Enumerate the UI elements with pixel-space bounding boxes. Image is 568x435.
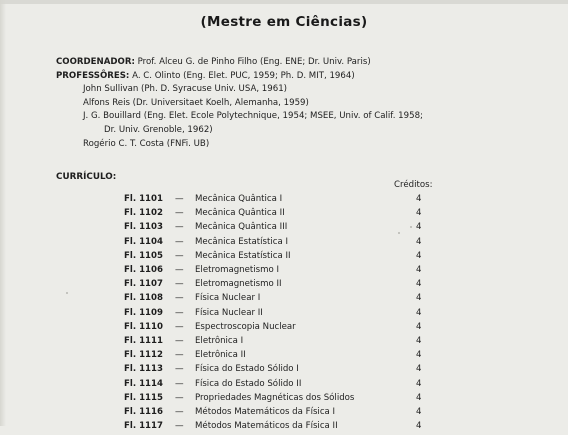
course-name: Mecânica Quântica II <box>195 208 285 219</box>
course-name: Eletrônica II <box>195 350 246 361</box>
page-top-edge <box>0 0 568 4</box>
course-code: Fl. 1113 <box>124 364 163 375</box>
course-name: Mecânica Estatística II <box>195 250 291 261</box>
course-code: Fl. 1104 <box>124 236 163 247</box>
professor-row: J. G. Bouillard (Eng. Elet. Ecole Polytechnique, 1954; MSEE, Univ. of Calif. 1958; <box>83 111 423 122</box>
course-name: Eletrônica I <box>195 336 244 346</box>
course-dash: — <box>175 321 184 332</box>
course-dash: — <box>175 407 184 417</box>
course-dash: — <box>175 279 184 290</box>
course-credits: 4 <box>416 321 422 332</box>
course-dash: — <box>175 236 184 247</box>
course-credits: 4 <box>416 364 422 375</box>
course-code: Fl. 1108 <box>124 293 163 304</box>
course-name: Eletromagnetismo I <box>195 265 280 275</box>
course-name: Física Nuclear II <box>195 307 263 318</box>
course-name: Física do Estado Sólido I <box>195 364 299 375</box>
course-code: Fl. 1112 <box>124 350 163 361</box>
course-row <box>0 421 568 435</box>
course-row <box>0 222 568 236</box>
coordinator-label: COORDENADOR: <box>56 57 135 67</box>
course-credits: 4 <box>416 250 422 261</box>
course-dash: — <box>175 307 184 318</box>
professor-row: Rogério C. T. Costa (FNFi. UB) <box>83 138 210 149</box>
paper-speck <box>66 292 68 294</box>
course-row <box>0 208 568 222</box>
course-code: Fl. 1101 <box>124 194 163 204</box>
course-row <box>0 265 568 279</box>
course-credits: 4 <box>416 265 422 275</box>
coordinator-name: Prof. Alceu G. de Pinho Filho (Eng. ENE; Dr. Univ. Paris) <box>137 57 371 67</box>
course-name: Física do Estado Sólido II <box>195 378 302 389</box>
course-credits: 4 <box>416 236 422 247</box>
course-dash: — <box>175 350 184 361</box>
course-dash: — <box>175 364 184 375</box>
course-row <box>0 379 568 393</box>
course-row <box>0 336 568 350</box>
page-heading: (Mestre em Ciências) <box>200 14 368 30</box>
course-dash: — <box>175 208 184 219</box>
course-credits: 4 <box>416 307 422 318</box>
credits-header: Créditos: <box>394 180 433 190</box>
course-name: Eletromagnetismo II <box>195 279 282 290</box>
course-dash: — <box>175 222 184 233</box>
course-code: Fl. 1114 <box>124 378 163 389</box>
course-credits: 4 <box>416 208 422 219</box>
course-dash: — <box>175 265 184 275</box>
course-credits: 4 <box>416 378 422 389</box>
course-row <box>0 350 568 364</box>
course-code: Fl. 1107 <box>124 279 163 290</box>
course-dash: — <box>175 378 184 389</box>
professors-label: PROFESSÔRES: <box>56 70 130 81</box>
course-name: Espectroscopia Nuclear <box>195 321 296 332</box>
course-name: Mecânica Quântica I <box>195 194 283 204</box>
course-code: Fl. 1110 <box>124 321 163 332</box>
course-code: Fl. 1115 <box>124 392 163 403</box>
coordinator-row <box>56 56 423 70</box>
course-code: Fl. 1109 <box>124 307 163 318</box>
course-credits: 4 <box>416 421 422 432</box>
professor-row: Alfons Reis (Dr. Universitaet Koelh, Alemanha, 1959) <box>83 97 309 108</box>
course-credits: 4 <box>416 279 422 290</box>
course-code: Fl. 1116 <box>124 407 163 417</box>
course-dash: — <box>175 336 184 346</box>
course-dash: — <box>175 421 184 432</box>
course-name: Propriedades Magnéticas dos Sólidos <box>195 392 355 403</box>
course-code: Fl. 1111 <box>124 336 163 346</box>
course-credits: 4 <box>416 407 422 417</box>
professor-row-continuation: Dr. Univ. Grenoble, 1962) <box>104 124 213 135</box>
professor-name: A. C. Olinto (Eng. Elet. PUC, 1959; Ph. D. MIT, 1964) <box>132 70 355 81</box>
course-name: Física Nuclear I <box>195 293 261 304</box>
course-credits: 4 <box>416 336 422 346</box>
course-row <box>0 194 568 208</box>
paper-speck <box>398 232 400 234</box>
course-credits: 4 <box>416 293 422 304</box>
course-name: Mecânica Estatística I <box>195 236 289 247</box>
course-code: Fl. 1105 <box>124 250 163 261</box>
course-name: Mecânica Quântica III <box>195 222 288 233</box>
course-dash: — <box>175 250 184 261</box>
course-name: Métodos Matemáticos da Física I <box>195 407 336 417</box>
course-credits: 4 <box>416 392 422 403</box>
course-row <box>0 237 568 251</box>
course-row <box>0 322 568 336</box>
course-code: Fl. 1117 <box>124 421 163 432</box>
course-credits: 4 <box>416 194 422 204</box>
course-row <box>0 251 568 265</box>
course-row <box>0 279 568 293</box>
course-row <box>0 364 568 378</box>
course-dash: — <box>175 392 184 403</box>
course-row <box>0 293 568 307</box>
professor-row <box>56 70 423 84</box>
course-code: Fl. 1106 <box>124 265 163 275</box>
course-code: Fl. 1102 <box>124 208 163 219</box>
course-dash: — <box>175 293 184 304</box>
course-row <box>0 407 568 421</box>
staff-section <box>56 56 423 151</box>
course-name: Métodos Matemáticos da Física II <box>195 421 338 432</box>
course-credits: 4 <box>416 350 422 361</box>
paper-speck <box>410 226 412 228</box>
course-row <box>0 308 568 322</box>
course-code: Fl. 1103 <box>124 222 163 233</box>
curriculum-title: CURRÍCULO: <box>56 172 117 182</box>
course-row <box>0 393 568 407</box>
course-credits: 4 <box>416 222 422 233</box>
course-dash: — <box>175 194 184 204</box>
professor-row: John Sullivan (Ph. D. Syracuse Univ. USA, 1961) <box>83 84 288 95</box>
